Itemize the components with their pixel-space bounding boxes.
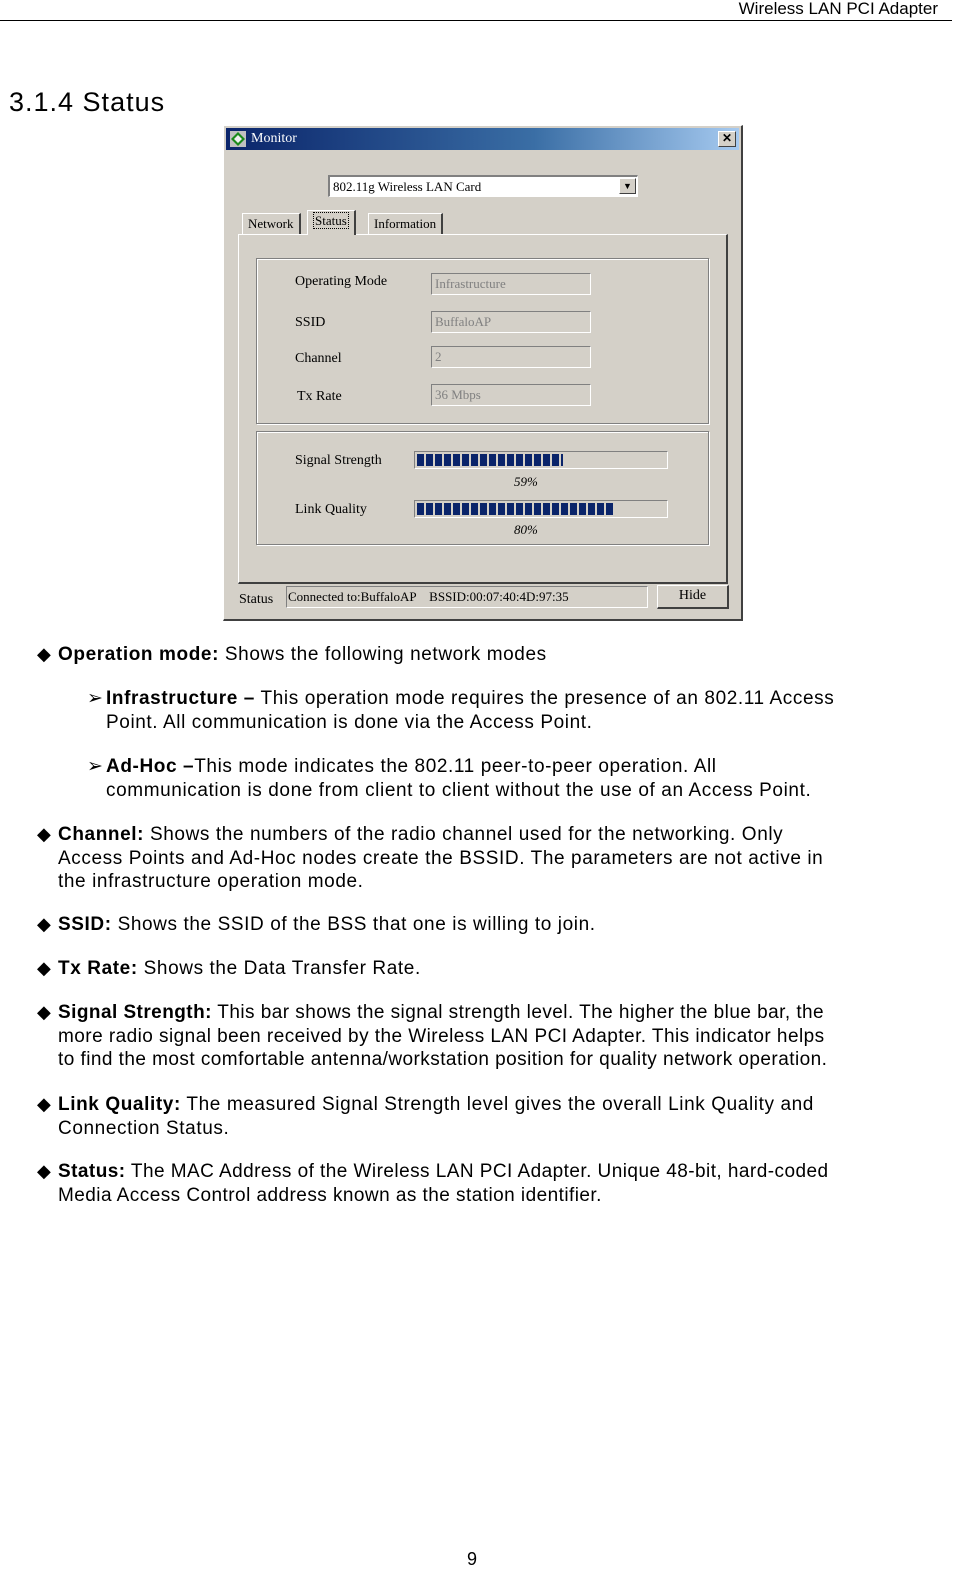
adhoc-item xyxy=(106,755,811,802)
operating-mode-label: Operating Mode xyxy=(295,274,388,289)
signal-strength-label: Signal Strength xyxy=(295,453,382,468)
dropdown-arrow-icon[interactable]: ▼ xyxy=(619,178,636,194)
link-quality-percent: 80% xyxy=(514,522,538,537)
hide-button-label: Hide xyxy=(678,588,707,603)
page-number: 9 xyxy=(467,1549,478,1569)
infrastructure-text-2: Point. All communication is done via the Access Point. xyxy=(106,711,593,733)
signal-strength-bar xyxy=(414,451,668,469)
ssid-item xyxy=(58,913,596,937)
signal-strength-text-2: more radio signal been received by the Wireless LAN PCI Adapter. This indicator helps xyxy=(58,1025,825,1047)
link-quality-text-2: Connection Status. xyxy=(58,1117,230,1139)
tx-rate-field: 36 Mbps xyxy=(431,384,591,406)
adhoc-text-2: communication is done from client to client without the use of an Access Point. xyxy=(106,779,812,801)
ssid-field: BuffaloAP xyxy=(431,311,591,333)
adhoc-text-1: This mode indicates the 802.11 peer-to-peer operation. All xyxy=(194,756,717,777)
bullet-icon: ◆ xyxy=(37,914,51,934)
operation-mode-term: Operation mode: xyxy=(58,644,220,665)
infrastructure-item xyxy=(106,687,834,734)
status-label: Status xyxy=(239,592,274,607)
running-title: Wireless LAN PCI Adapter xyxy=(738,0,938,18)
status-text-1: The MAC Address of the Wireless LAN PCI Adapter. Unique 48-bit, hard-coded xyxy=(125,1161,829,1182)
link-quality-label: Link Quality xyxy=(295,502,367,517)
link-quality-fill xyxy=(417,503,615,515)
channel-text-2: Access Points and Ad-Hoc nodes create the BSSID. The parameters are not active in xyxy=(58,847,824,869)
connection-info-group xyxy=(256,258,709,424)
sub-bullet-icon: ➢ xyxy=(87,688,103,709)
bullet-icon: ◆ xyxy=(37,1161,51,1181)
operation-mode-item xyxy=(58,643,547,667)
link-quality-item xyxy=(58,1093,814,1140)
tab-status[interactable] xyxy=(307,210,356,235)
signal-meters-group xyxy=(256,431,709,545)
tx-rate-label: Tx Rate xyxy=(297,389,342,404)
window-title: Monitor xyxy=(251,131,297,146)
channel-item xyxy=(58,823,823,894)
status-text-2: Media Access Control address known as the station identifier. xyxy=(58,1184,602,1206)
monitor-window xyxy=(223,125,743,621)
signal-strength-percent: 59% xyxy=(514,474,538,489)
adapter-select[interactable] xyxy=(328,175,638,197)
status-field: Connected to:BuffaloAP BSSID:00:07:40:4D:97:35 xyxy=(286,586,648,608)
sub-bullet-icon: ➢ xyxy=(87,756,103,777)
signal-strength-fill xyxy=(417,454,563,466)
tab-status-label: Status xyxy=(315,213,347,228)
bullet-icon: ◆ xyxy=(37,1094,51,1114)
ssid-term: SSID: xyxy=(58,914,112,935)
close-button[interactable] xyxy=(718,131,736,147)
title-bar xyxy=(226,128,739,150)
operating-mode-field: Infrastructure xyxy=(431,273,591,295)
section-title: 3.1.4 Status xyxy=(9,87,166,117)
infrastructure-text-1: This operation mode requires the presence of an 802.11 Access xyxy=(254,688,835,709)
channel-text-1: Shows the numbers of the radio channel used for the networking. Only xyxy=(144,824,784,845)
adapter-select-value: 802.11g Wireless LAN Card xyxy=(333,179,482,194)
channel-field: 2 xyxy=(431,346,591,368)
tx-rate-item xyxy=(58,957,421,981)
tab-network[interactable] xyxy=(242,213,301,234)
link-quality-term: Link Quality: xyxy=(58,1094,181,1115)
bullet-icon: ◆ xyxy=(37,1002,51,1022)
bullet-icon: ◆ xyxy=(37,824,51,844)
running-header xyxy=(0,0,952,21)
adhoc-term: Ad-Hoc – xyxy=(106,756,195,777)
channel-text-3: the infrastructure operation mode. xyxy=(58,871,364,892)
signal-strength-text-3: to find the most comfortable antenna/workstation position for quality network operation. xyxy=(58,1049,828,1070)
signal-strength-term: Signal Strength: xyxy=(58,1002,212,1023)
status-item xyxy=(58,1160,829,1207)
tx-rate-text: Shows the Data Transfer Rate. xyxy=(137,958,421,979)
signal-strength-text-1: This bar shows the signal strength level. The higher the blue bar, the xyxy=(211,1002,825,1023)
hide-button[interactable] xyxy=(657,585,729,609)
ssid-label: SSID xyxy=(295,315,326,330)
channel-term: Channel: xyxy=(58,824,145,845)
operation-mode-text: Shows the following network modes xyxy=(219,644,547,665)
tab-information-label: Information xyxy=(374,216,437,231)
infrastructure-term: Infrastructure – xyxy=(106,688,255,709)
tab-information[interactable] xyxy=(368,213,443,234)
close-icon: ✕ xyxy=(721,131,733,145)
ssid-text: Shows the SSID of the BSS that one is willing to join. xyxy=(111,914,596,935)
tx-rate-term: Tx Rate: xyxy=(58,958,138,979)
monitor-app-icon xyxy=(230,131,246,147)
link-quality-text-1: The measured Signal Strength level gives the overall Link Quality and xyxy=(180,1094,814,1115)
link-quality-bar xyxy=(414,500,668,518)
status-tab-panel xyxy=(238,234,728,584)
bullet-icon: ◆ xyxy=(37,958,51,978)
status-term: Status: xyxy=(58,1161,126,1182)
signal-strength-item xyxy=(58,1001,827,1072)
channel-label: Channel xyxy=(295,351,342,366)
bullet-icon: ◆ xyxy=(37,644,51,664)
tab-network-label: Network xyxy=(248,216,294,231)
